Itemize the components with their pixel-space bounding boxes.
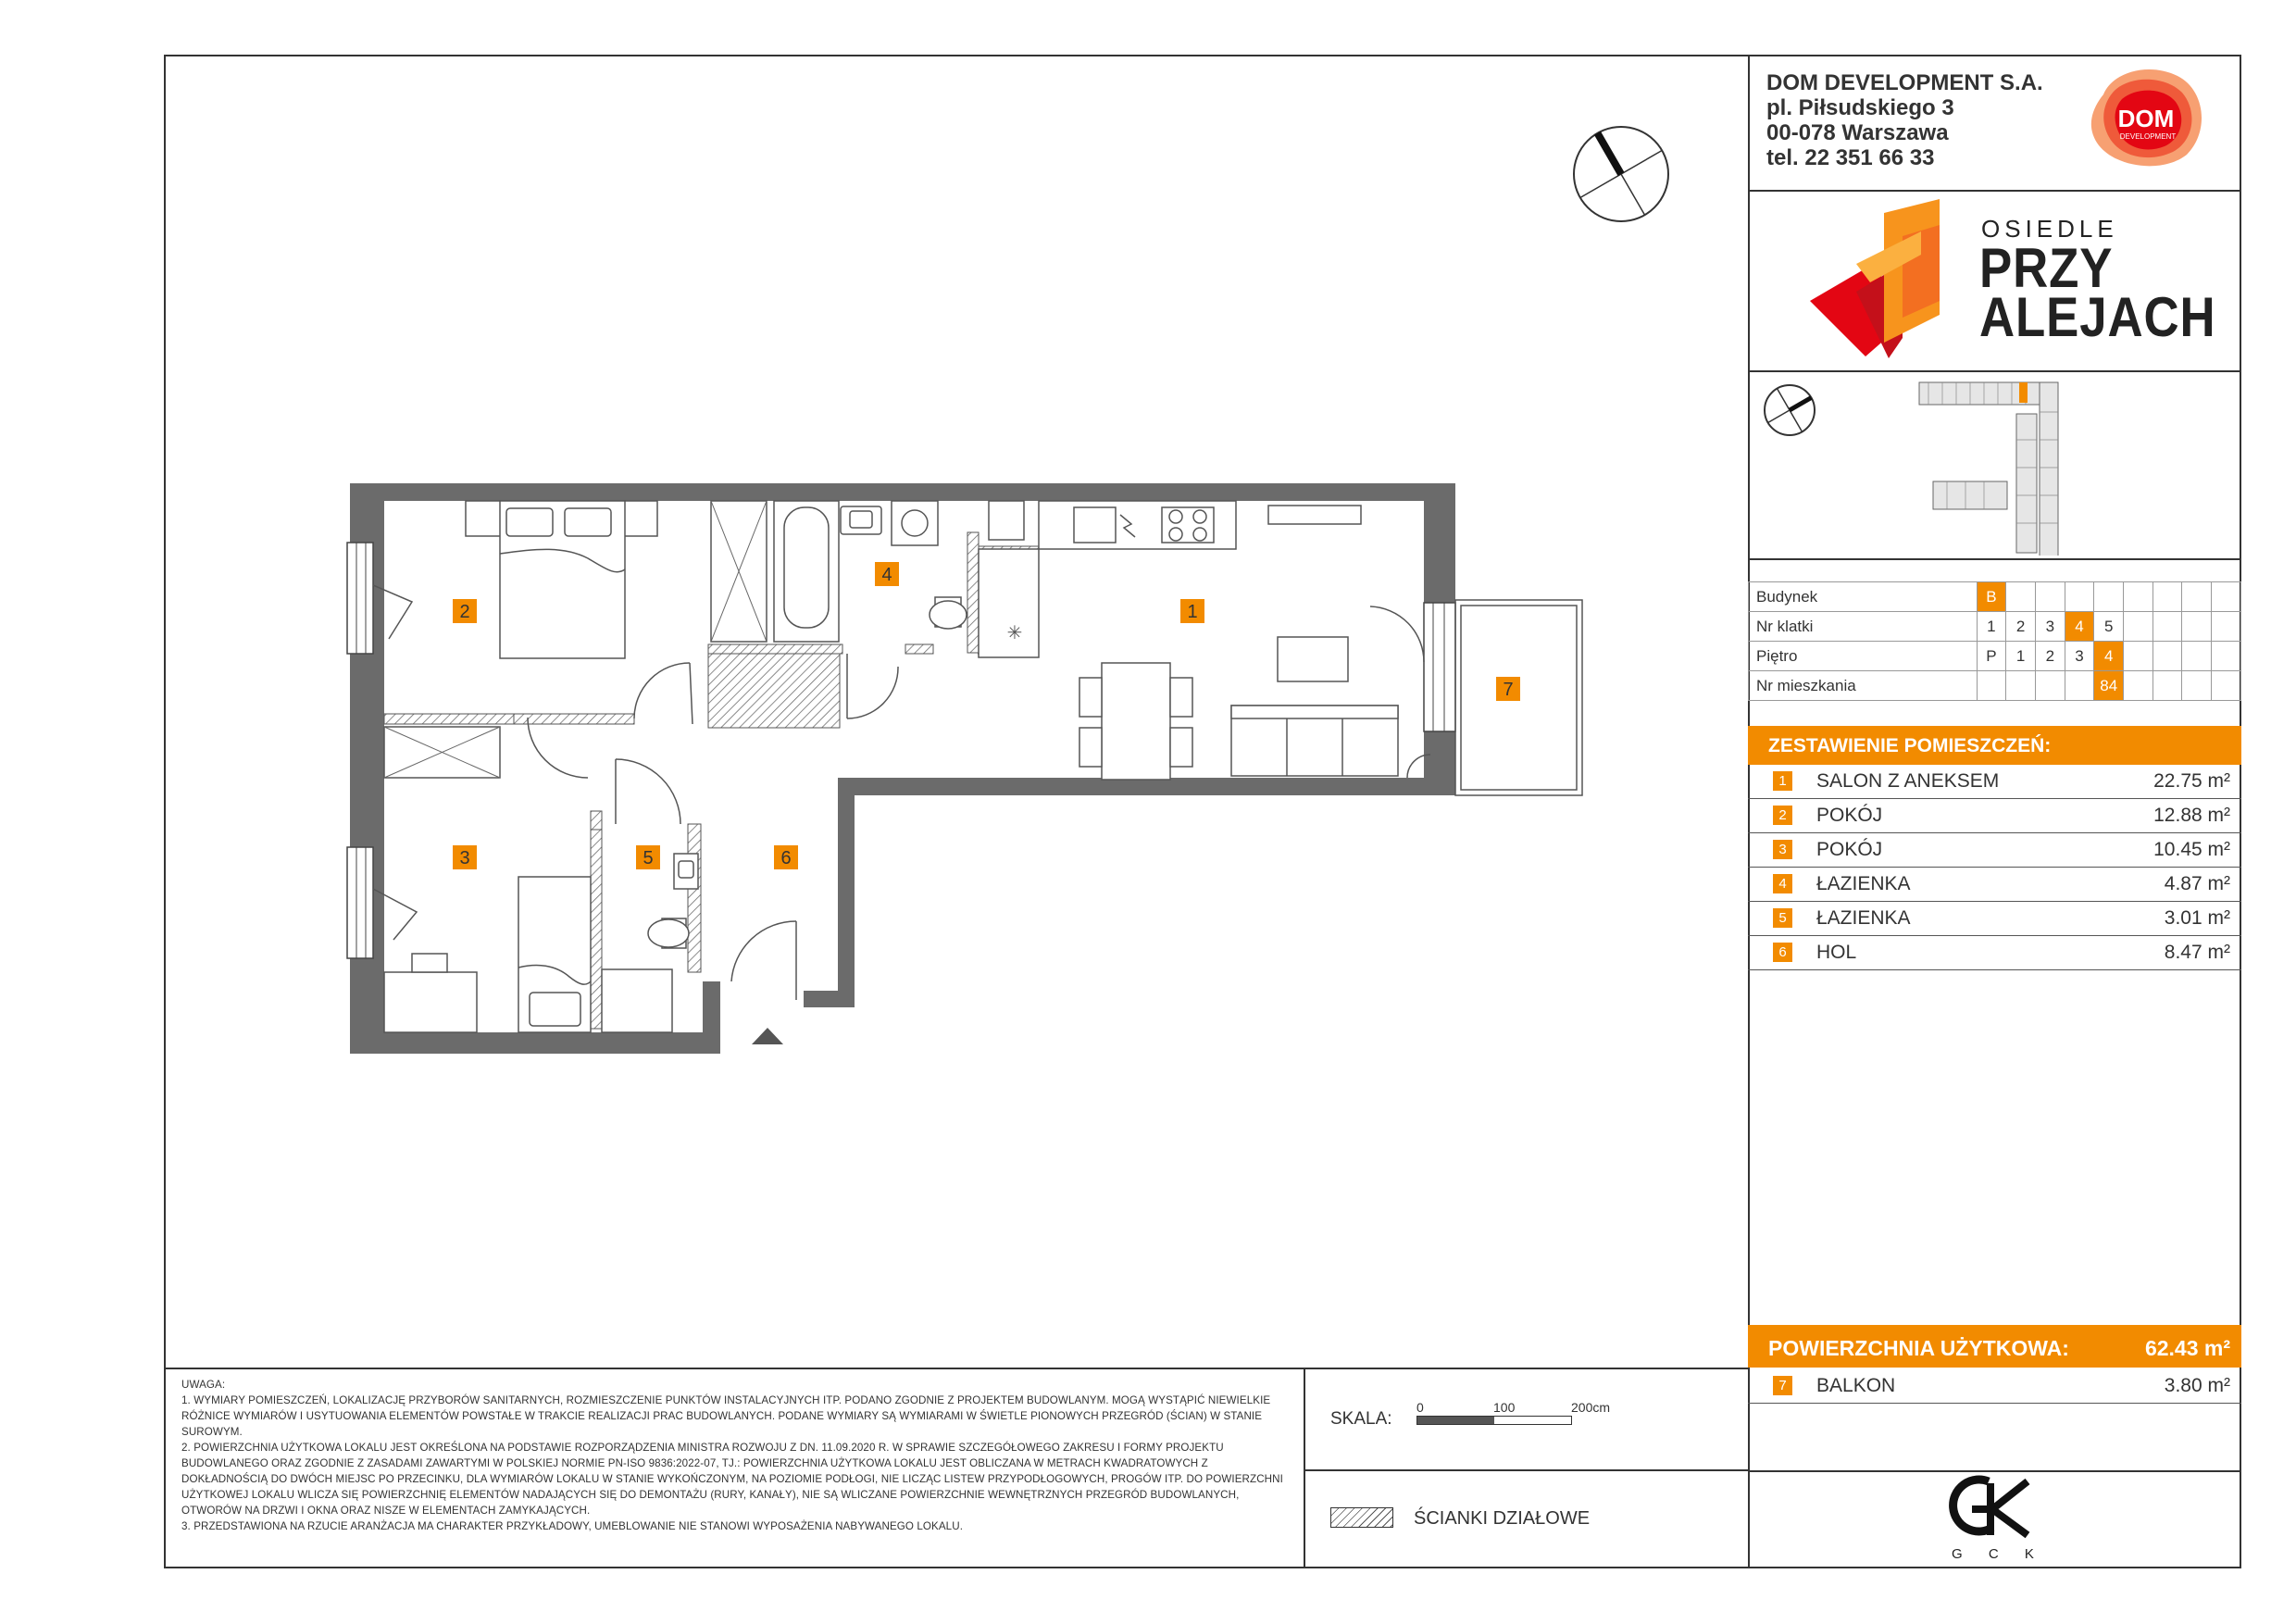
legend-label: ŚCIANKI DZIAŁOWE [1414, 1508, 1591, 1529]
room-name: ŁAZIENKA [1816, 907, 1911, 929]
room-area: 10.45 m² [2153, 839, 2230, 860]
logo-text: DOM [2117, 105, 2175, 132]
room-area: 22.75 m² [2153, 770, 2230, 792]
total-value: 62.43 m² [2144, 1336, 2230, 1360]
company-phone: tel. 22 351 66 33 [1766, 145, 1935, 170]
notes-title: UWAGA: [181, 1379, 226, 1391]
gck-letters: G C K [1952, 1546, 2045, 1562]
scale-label: SKALA: [1330, 1409, 1392, 1429]
compass-icon-small [1765, 385, 1815, 435]
balcony-number: 7 [1773, 1376, 1792, 1395]
rooms-header [1748, 726, 2241, 765]
dom-development-logo [2085, 67, 2209, 169]
info-table [1748, 581, 2241, 701]
room-label: 4 [881, 565, 892, 585]
floor-cell-selected: 4 [2094, 642, 2124, 671]
floor-plan [164, 55, 1748, 1368]
note-item: 1. WYMIARY POMIESZCZEŃ, LOKALIZACJĘ PRZYBORÓW SANITARNYCH, ROZMIESZCZENIE PUNKTÓW INSTALACYJNYCH ITP. PODANO ZGODNIE Z PROJEKTEM BUDOWLANYM. MOGĄ WYSTĄPIĆ NIEWIELKIE RÓŻNICE WYMIARÓW I USYTUOWANIA ELEMENTÓW POWSTAŁE W TRAKCIE REALIZACJI PRAC BUDOWLANYCH. PODANE WYMIARY SĄ WYMIARAMI W ŚWIETLE PIONOWYCH PRZEGRÓD (ŚCIAN) W STANIE SUROWYM. [181, 1394, 1271, 1438]
room-row [1748, 936, 2241, 970]
logo-subtext: DEVELOPMENT [2119, 132, 2177, 141]
room-row [1748, 868, 2241, 902]
total-area-bar [1748, 1325, 2241, 1368]
note-item: 2. POWIERZCHNIA UŻYTKOWA LOKALU JEST OKREŚLONA NA PODSTAWIE ROZPORZĄDZENIA MINISTRA ROZWOJU Z DN. 11.09.2020 R. W SPRAWIE SZCZEGÓŁOWEGO ZAKRESU I FORMY PROJEKTU BUDOWLANEGO ORAZ ZGODNIE Z ZASADAMI ZAWARTYMI W POLSKIEJ NORMIE PN-ISO 9836:2022-07, TJ.: POWIERZCHNIA UŻYTKOWA LOKALU JEST OBLICZANA W METRACH KWADRATOWYCH Z DOKŁADNOŚCIĄ DO DWÓCH MIEJSC PO PRZECINKU, DLA WYMIARÓW LOKALU W STANIE WYKOŃCZONYM, NA POZIOMIE PODŁOGI, NIE LICZĄC LISTEW PRZYPODŁOGOWYCH, PROGÓW ITP. DO POWIERZCHNI UŻYTKOWEJ LOKALU WLICZA SIĘ POWIERZCHNIĘ ELEMENTÓW NADAJĄCYCH SIĘ DO DEMONTAŻU (RURY, KANAŁY), NIE SĄ WLICZANE POWIERZCHNIE WEWNĘTRZNYCH PRZEGRÓD BUDOWLANYCH, OTWORÓW NA DRZWI I OKNA ORAZ NISZE W ELEMENTACH ZAMYKAJĄCYCH. [181, 1442, 1283, 1517]
company-address: pl. Piłsudskiego 3 [1766, 95, 1954, 120]
room-number: 3 [1773, 840, 1792, 859]
note-item: 3. PRZEDSTAWIONA NA RZUCIE ARANŻACJA MA CHARAKTER PRZYKŁADOWY, UMEBLOWANIE NIE STANOWI WYPOSAŻENIA NABYWANEGO LOKALU. [181, 1520, 964, 1532]
room-name: SALON Z ANEKSEM [1816, 770, 2000, 792]
room-number: 6 [1773, 943, 1792, 962]
apartment-value: 84 [2094, 671, 2124, 701]
floor-cell: P [1977, 642, 2006, 671]
divider [164, 1368, 1748, 1369]
room-name: POKÓJ [1816, 805, 1883, 826]
estate-line1: OSIEDLE [1981, 215, 2118, 243]
room-name: ŁAZIENKA [1816, 873, 1911, 894]
apartment-location-marker [2019, 382, 2028, 403]
floor-cell: 3 [2065, 642, 2094, 671]
room-label: 6 [780, 848, 792, 868]
stairwell-cell: 1 [1977, 612, 2006, 642]
room-row [1748, 765, 2241, 799]
scale-tick-200: 200cm [1571, 1400, 1611, 1415]
stairwell-label: Nr klatki [1749, 612, 1978, 642]
room-area: 3.01 m² [2164, 907, 2230, 929]
room-label: 7 [1503, 680, 1514, 700]
floor-cell: 2 [2035, 642, 2065, 671]
divider [1304, 1368, 1305, 1568]
scale-tick-0: 0 [1416, 1400, 1424, 1415]
divider [1304, 1469, 1748, 1471]
room-row [1748, 902, 2241, 936]
room-name: HOL [1816, 942, 1857, 963]
room-label: 1 [1187, 602, 1198, 622]
stairwell-cell: 3 [2035, 612, 2065, 642]
room-label: 3 [459, 848, 470, 868]
estate-line3: ALEJACH [1979, 286, 2216, 348]
apartment-label: Nr mieszkania [1749, 671, 1978, 701]
room-name: POKÓJ [1816, 839, 1883, 860]
floor-label: Piętro [1749, 642, 1978, 671]
room-label: 5 [643, 848, 654, 868]
building-label: Budynek [1749, 582, 1978, 612]
balcony-name: BALKON [1816, 1375, 1896, 1396]
estate-logo [1801, 199, 2216, 366]
room-row [1748, 799, 2241, 833]
balcony-area: 3.80 m² [2164, 1375, 2230, 1396]
room-number: 5 [1773, 908, 1792, 928]
notes [181, 1377, 1292, 1534]
room-area: 12.88 m² [2153, 805, 2230, 826]
scale-bar [1416, 1416, 1572, 1425]
company-city: 00-078 Warszawa [1766, 120, 1949, 145]
divider [1748, 370, 2241, 372]
room-area: 4.87 m² [2164, 873, 2230, 894]
partition-wall-swatch [1330, 1507, 1393, 1528]
divider [1748, 1470, 2241, 1472]
divider [1748, 190, 2241, 192]
company-name: DOM DEVELOPMENT S.A. [1766, 70, 2043, 95]
svg-text:✳: ✳ [1006, 621, 1023, 643]
scale-tick-100: 100 [1493, 1400, 1516, 1415]
gck-logo [1944, 1474, 2046, 1567]
stairwell-cell-selected: 4 [2065, 612, 2094, 642]
stairwell-cell: 5 [2094, 612, 2124, 642]
room-number: 4 [1773, 874, 1792, 893]
estate-line2: PRZY [1979, 237, 2114, 299]
room-label: 2 [459, 602, 470, 622]
balcony-row [1748, 1369, 2241, 1404]
room-row [1748, 833, 2241, 868]
key-plan [1757, 375, 2239, 556]
divider [1748, 558, 2241, 560]
room-number: 2 [1773, 806, 1792, 825]
room-area: 8.47 m² [2164, 942, 2230, 963]
building-value: B [1977, 582, 2006, 612]
rooms-title: ZESTAWIENIE POMIESZCZEŃ: [1768, 735, 2052, 756]
stairwell-cell: 2 [2006, 612, 2036, 642]
entrance-arrow-icon [752, 1028, 783, 1044]
room-number: 1 [1773, 771, 1792, 791]
total-label: POWIERZCHNIA UŻYTKOWA: [1768, 1336, 2069, 1360]
floor-cell: 1 [2006, 642, 2036, 671]
